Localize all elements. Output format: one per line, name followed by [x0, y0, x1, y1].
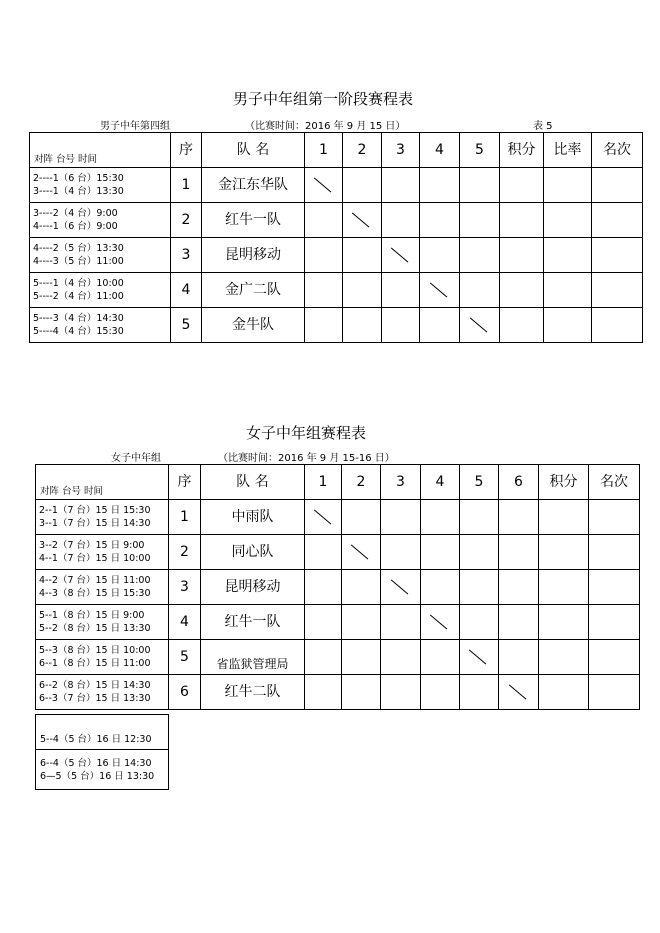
score-cell	[421, 500, 460, 535]
match-schedule	[36, 500, 169, 535]
seq-cell: 5	[169, 640, 201, 675]
diagonal-line	[391, 580, 408, 595]
men-group-label: 男子中年第四组	[100, 121, 170, 132]
score-cell	[305, 308, 343, 343]
score-cell	[342, 640, 381, 675]
men-header-col-4: 4	[420, 133, 460, 168]
points-cell	[500, 273, 544, 308]
women-header-col-5: 5	[460, 465, 499, 500]
women-header-rank: 名次	[589, 465, 640, 500]
men-header-rank: 名次	[592, 133, 643, 168]
match-line: 4----1（6 台）9:00	[33, 221, 118, 232]
team-cell: 昆明移动	[201, 570, 305, 605]
men-header-sched: 对阵 台号 时间	[30, 133, 171, 168]
diagonal-line	[509, 685, 526, 700]
women-header-row	[36, 465, 640, 500]
score-cell	[305, 273, 343, 308]
women-header-col-6: 6	[499, 465, 539, 500]
match-line: 5----2（4 台）11:00	[33, 291, 124, 302]
rank-cell	[592, 308, 643, 343]
points-cell	[539, 535, 589, 570]
diagonal-line	[351, 545, 368, 560]
match-line: 3----1（4 台）13:30	[33, 186, 124, 197]
table-row	[36, 500, 640, 535]
table-row	[30, 168, 643, 203]
team-cell: 昆明移动	[202, 238, 305, 273]
seq-cell: 2	[169, 535, 201, 570]
men-header-seq: 序	[171, 133, 202, 168]
score-cell	[421, 535, 460, 570]
women-header-team: 队 名	[201, 465, 305, 500]
rank-cell	[592, 203, 643, 238]
score-cell	[421, 640, 460, 675]
diagonal-cell	[499, 675, 539, 710]
table-row	[36, 640, 640, 675]
score-cell	[460, 500, 499, 535]
women-header-col-2: 2	[342, 465, 381, 500]
score-cell	[343, 273, 382, 308]
diagonal-line	[314, 178, 331, 193]
score-cell	[382, 308, 420, 343]
rank-cell	[592, 273, 643, 308]
seq-cell: 4	[169, 605, 201, 640]
match-line: 6--3（7 台）15 日 13:30	[39, 693, 151, 704]
score-cell	[460, 238, 500, 273]
score-cell	[305, 535, 342, 570]
match-line: 5--4（5 台）16 日 12:30	[36, 715, 169, 750]
score-cell	[305, 203, 343, 238]
score-cell	[305, 570, 342, 605]
women-header-sched: 对阵 台号 时间	[36, 465, 169, 500]
men-header-row	[30, 133, 643, 168]
men-title: 男子中年组第一阶段赛程表	[233, 90, 414, 108]
score-cell	[343, 238, 382, 273]
diagonal-line	[391, 248, 408, 263]
men-header-points: 积分	[500, 133, 544, 168]
ratio-cell	[544, 238, 592, 273]
men-header-col-1: 1	[305, 133, 343, 168]
rank-cell	[589, 500, 640, 535]
score-cell	[305, 238, 343, 273]
match-schedule	[30, 238, 171, 273]
diagonal-cell	[381, 570, 421, 605]
match-schedule	[36, 640, 169, 675]
diagonal-line	[469, 650, 486, 665]
rank-cell	[589, 535, 640, 570]
women-header-col-4: 4	[421, 465, 460, 500]
points-cell	[539, 640, 589, 675]
rank-cell	[589, 640, 640, 675]
score-cell	[499, 570, 539, 605]
diagonal-cell	[382, 238, 420, 273]
list-item	[36, 750, 169, 790]
score-cell	[342, 500, 381, 535]
diagonal-cell	[343, 203, 382, 238]
match-line: 5--1（8 台）15 日 9:00	[39, 610, 145, 621]
diagonal-cell	[420, 273, 460, 308]
score-cell	[381, 640, 421, 675]
team-cell: 金江东华队	[202, 168, 305, 203]
score-cell	[381, 675, 421, 710]
match-line: 5----3（4 台）14:30	[33, 313, 124, 324]
score-cell	[460, 273, 500, 308]
score-cell	[421, 675, 460, 710]
score-cell	[460, 535, 499, 570]
team-cell: 金牛队	[202, 308, 305, 343]
table-row	[30, 238, 643, 273]
seq-cell: 1	[171, 168, 202, 203]
score-cell	[382, 168, 420, 203]
match-line: 2--1（7 台）15 日 15:30	[39, 505, 151, 516]
table-row	[36, 605, 640, 640]
points-cell	[500, 238, 544, 273]
match-line: 3--2（7 台）15 日 9:00	[39, 540, 145, 551]
table-row	[30, 203, 643, 238]
table-row	[36, 570, 640, 605]
rank-cell	[592, 238, 643, 273]
team-cell: 红牛二队	[201, 675, 305, 710]
diagonal-line	[314, 510, 331, 525]
seq-cell: 5	[171, 308, 202, 343]
score-cell	[381, 605, 421, 640]
match-schedule	[36, 605, 169, 640]
points-cell	[500, 308, 544, 343]
table-row	[36, 535, 640, 570]
seq-cell: 6	[169, 675, 201, 710]
match-line: 6—5（5 台）16 日 13:30	[40, 770, 155, 782]
score-cell	[460, 570, 499, 605]
seq-cell: 4	[171, 273, 202, 308]
score-cell	[381, 500, 421, 535]
points-cell	[539, 500, 589, 535]
seq-cell: 1	[169, 500, 201, 535]
ratio-cell	[544, 203, 592, 238]
points-cell	[539, 605, 589, 640]
list-item	[36, 715, 169, 750]
team-cell: 省监狱管理局	[201, 640, 305, 675]
women-time-label: （比赛时间：2016 年 9 月 15-16 日）	[218, 453, 395, 464]
match-line: 5----4（4 台）15:30	[33, 326, 124, 337]
score-cell	[460, 168, 500, 203]
match-line: 6--4（5 台）16 日 14:30	[40, 757, 152, 769]
match-line: 3--1（7 台）15 日 14:30	[39, 518, 151, 529]
match-schedule	[36, 750, 169, 790]
men-header-col-3: 3	[382, 133, 420, 168]
women-header-col-3: 3	[381, 465, 421, 500]
diagonal-cell	[342, 535, 381, 570]
score-cell	[499, 500, 539, 535]
score-cell	[305, 605, 342, 640]
match-line: 3----2（4 台）9:00	[33, 208, 118, 219]
diagonal-cell	[460, 640, 499, 675]
score-cell	[305, 675, 342, 710]
women-title: 女子中年组赛程表	[246, 424, 367, 442]
rank-cell	[589, 605, 640, 640]
team-cell: 金广二队	[202, 273, 305, 308]
table-row	[30, 308, 643, 343]
points-cell	[500, 168, 544, 203]
match-line: 4--1（7 台）15 日 10:00	[39, 553, 151, 564]
men-table-label: 表 5	[533, 121, 553, 132]
match-line: 5--2（8 台）15 日 13:30	[39, 623, 151, 634]
score-cell	[460, 605, 499, 640]
seq-cell: 2	[171, 203, 202, 238]
diagonal-line	[430, 615, 447, 630]
match-schedule	[30, 273, 171, 308]
ratio-cell	[544, 168, 592, 203]
score-cell	[305, 640, 342, 675]
women-header-seq: 序	[169, 465, 201, 500]
men-header-col-5: 5	[460, 133, 500, 168]
points-cell	[500, 203, 544, 238]
score-cell	[420, 203, 460, 238]
women-group-label: 女子中年组	[111, 453, 161, 464]
score-cell	[499, 535, 539, 570]
match-line: 6--1（8 台）15 日 11:00	[39, 658, 151, 669]
score-cell	[381, 535, 421, 570]
match-schedule	[30, 308, 171, 343]
diagonal-line	[352, 213, 369, 228]
match-line: 5----1（4 台）10:00	[33, 278, 124, 289]
score-cell	[342, 570, 381, 605]
score-cell	[460, 675, 499, 710]
men-header-team: 队 名	[202, 133, 305, 168]
women-schedule-table	[35, 464, 640, 710]
match-line: 4----2（5 台）13:30	[33, 243, 124, 254]
score-cell	[420, 308, 460, 343]
men-time-label: （比赛时间：2016 年 9 月 15 日）	[245, 121, 406, 132]
score-cell	[343, 168, 382, 203]
rank-cell	[589, 570, 640, 605]
diagonal-cell	[460, 308, 500, 343]
diagonal-cell	[305, 500, 342, 535]
diagonal-cell	[421, 605, 460, 640]
match-schedule	[36, 675, 169, 710]
match-line: 4--3（8 台）15 日 15:30	[39, 588, 151, 599]
ratio-cell	[544, 273, 592, 308]
table-row	[36, 675, 640, 710]
table-row	[30, 273, 643, 308]
score-cell	[499, 640, 539, 675]
points-cell	[539, 675, 589, 710]
team-cell: 红牛一队	[201, 605, 305, 640]
score-cell	[342, 675, 381, 710]
team-cell: 中雨队	[201, 500, 305, 535]
match-schedule	[30, 168, 171, 203]
men-schedule-table	[29, 132, 643, 343]
seq-cell: 3	[171, 238, 202, 273]
score-cell	[420, 238, 460, 273]
rank-cell	[592, 168, 643, 203]
seq-cell: 3	[169, 570, 201, 605]
score-cell	[421, 570, 460, 605]
match-line: 4----3（5 台）11:00	[33, 256, 124, 267]
team-cell: 同心队	[201, 535, 305, 570]
score-cell	[420, 168, 460, 203]
match-line: 5--3（8 台）15 日 10:00	[39, 645, 151, 656]
score-cell	[382, 273, 420, 308]
score-cell	[382, 203, 420, 238]
women-header-col-1: 1	[305, 465, 342, 500]
score-cell	[460, 203, 500, 238]
diagonal-line	[470, 318, 487, 333]
match-line: 4--2（7 台）15 日 11:00	[39, 575, 151, 586]
women-extra-schedule	[35, 714, 169, 790]
men-header-ratio: 比率	[544, 133, 592, 168]
match-line: 6--2（8 台）15 日 14:30	[39, 680, 151, 691]
team-cell: 红牛一队	[202, 203, 305, 238]
match-line: 2----1（6 台）15:30	[33, 173, 124, 184]
points-cell	[539, 570, 589, 605]
diagonal-line	[430, 283, 447, 298]
match-schedule	[36, 570, 169, 605]
ratio-cell	[544, 308, 592, 343]
score-cell	[342, 605, 381, 640]
match-schedule	[36, 535, 169, 570]
match-schedule	[30, 203, 171, 238]
score-cell	[343, 308, 382, 343]
women-header-points: 积分	[539, 465, 589, 500]
rank-cell	[589, 675, 640, 710]
score-cell	[499, 605, 539, 640]
men-header-col-2: 2	[343, 133, 382, 168]
diagonal-cell	[305, 168, 343, 203]
